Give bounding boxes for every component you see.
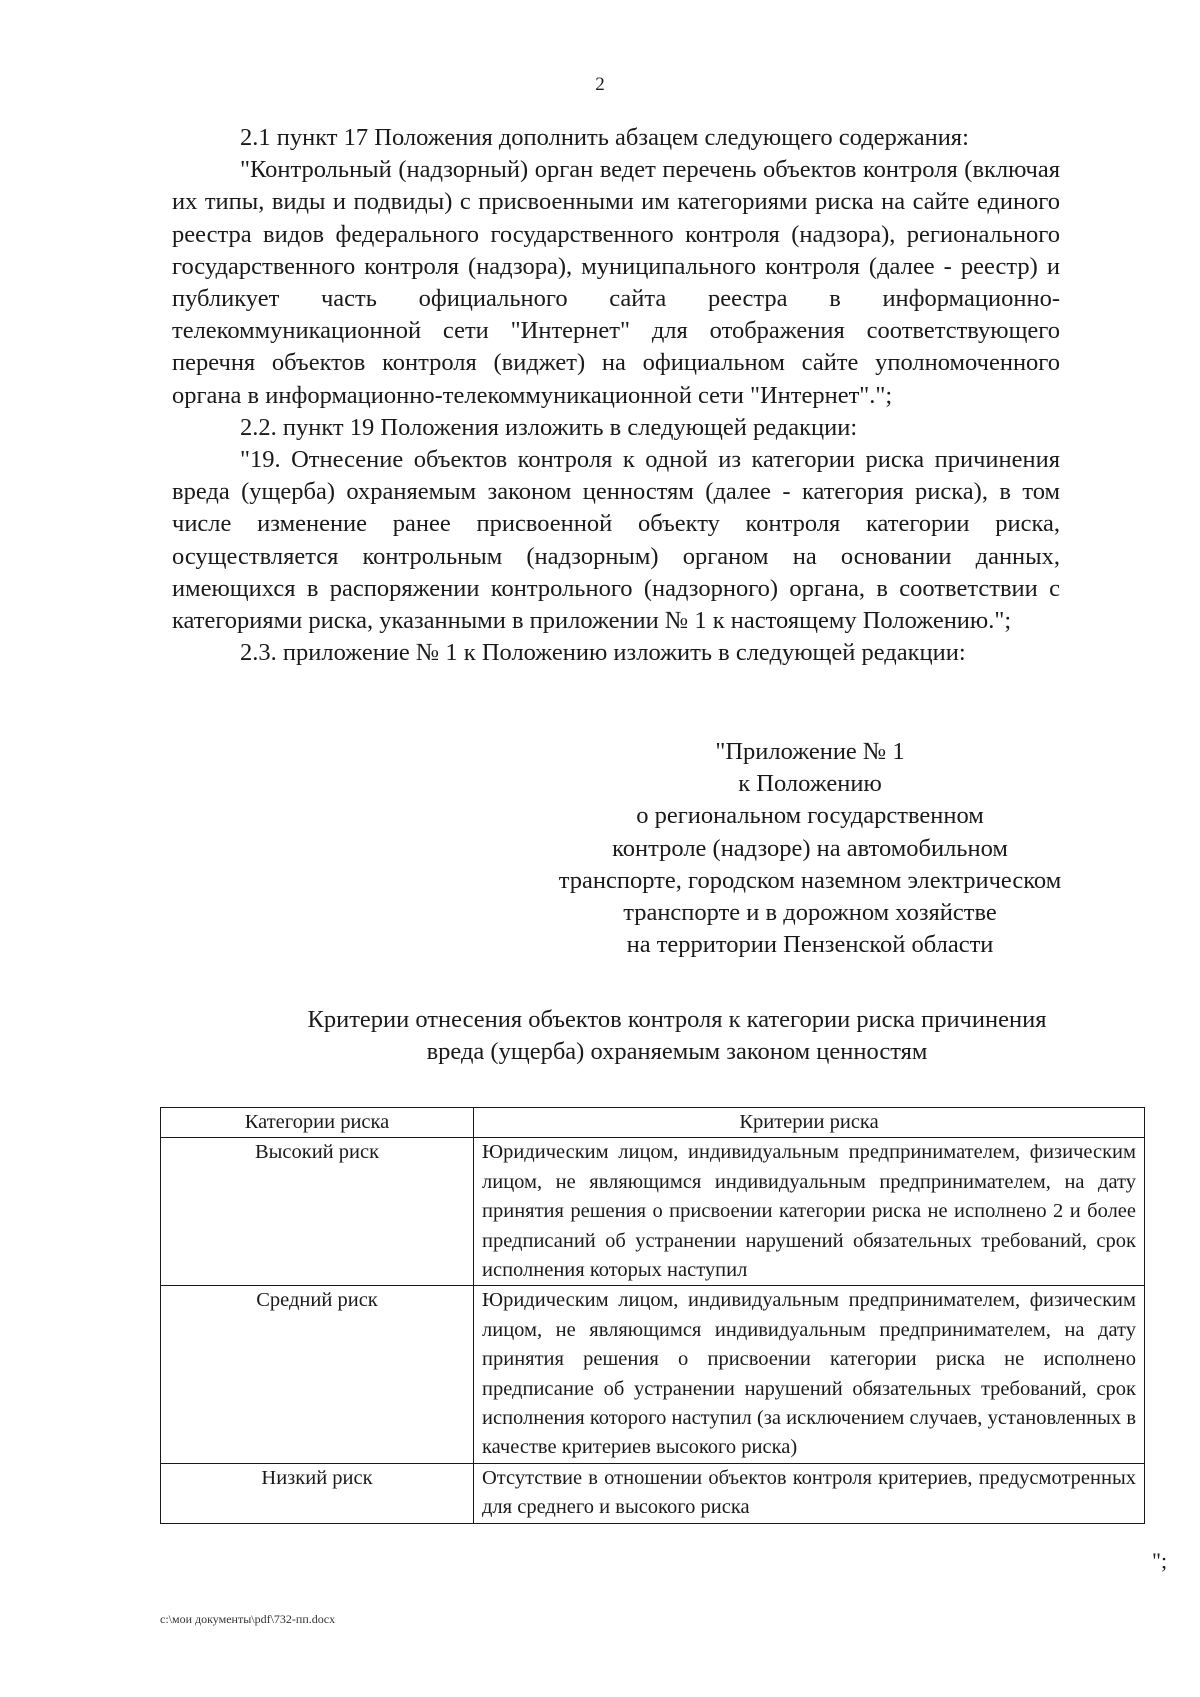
appendix-heading (540, 736, 1080, 961)
paragraph-2-2-quote: "19. Отнесение объектов контроля к одной из категории риска причинения вреда (ущерба) охраняемым законом ценностям (далее - категория риска), в том числе изменение ранее присвоенной объекту контроля категории риска, осуществляется контрольным (надзорным) органом на основании данных, имеющихся в распоряжении контрольного (надзорного) органа, в соответствии с категориями риска, указанными в приложении № 1 к настоящему Положению."; (172, 446, 1060, 635)
risk-category-cell: Низкий риск (161, 1463, 474, 1523)
footer-file-path: c:\мои документы\pdf\732-пп.docx (160, 1612, 336, 1626)
appendix-line: к Положению (738, 770, 882, 798)
risk-criteria-cell: Юридическим лицом, индивидуальным предпринимателем, физическим лицом, не являющимся индивидуальным предпринимателем, на дату принятия решения о присвоении категории риска не исполнено предписание об устранении нарушений обязательных требований, срок исполнения которого наступил (за исключением случаев, установленных в качестве критериев высокого риска) (474, 1286, 1145, 1463)
risk-criteria-cell: Юридическим лицом, индивидуальным предпринимателем, физическим лицом, не являющимся индивидуальным предпринимателем, на дату принятия решения о присвоении категории риска не исполнено 2 и более предписаний об устранении нарушений обязательных требований, срок исполнения которых наступил (474, 1138, 1145, 1286)
table-title-line: вреда (ущерба) охраняемым законом ценностям (426, 1038, 928, 1066)
risk-category-cell: Средний риск (161, 1286, 474, 1463)
paragraph-2-1-quote: "Контрольный (надзорный) орган ведет перечень объектов контроля (включая их типы, виды и подвиды) с присвоенными им категориями риска на сайте единого реестра видов федерального государственного контроля (надзора), регионального государственного контроля (надзора), муниципального контроля (далее - реестр) и публикует часть официального сайта реестра в информационно-телекоммуникационной сети "Интернет" для отображения соответствующего перечня объектов контроля (виджет) на официальном сайте уполномоченного органа в информационно-телекоммуникационной сети "Интернет"."; (172, 156, 1060, 409)
appendix-line: контроле (надзоре) на автомобильном (612, 834, 1008, 862)
column-header-criteria: Критерии риска (474, 1108, 1145, 1138)
appendix-line: "Приложение № 1 (715, 738, 905, 765)
column-header-category: Категории риска (161, 1108, 474, 1138)
appendix-line: транспорте и в дорожном хозяйстве (623, 899, 997, 927)
risk-criteria-table (160, 1107, 1145, 1524)
table-header-row (161, 1108, 1145, 1138)
appendix-line: на территории Пензенской области (626, 931, 994, 959)
table-title (212, 1004, 1142, 1068)
table-title-line: Критерии отнесения объектов контроля к категории риска причинения (307, 1006, 1047, 1033)
appendix-line: о региональном государственном (636, 802, 984, 830)
closing-quote-mark: "; (1152, 1548, 1168, 1573)
paragraph-2-2: 2.2. пункт 19 Положения изложить в следующей редакции: (240, 413, 858, 441)
appendix-line: транспорте, городском наземном электрическом (558, 866, 1062, 894)
body-text (172, 122, 1060, 669)
paragraph-2-1: 2.1 пункт 17 Положения дополнить абзацем следующего содержания: (240, 124, 969, 151)
paragraph-2-3: 2.3. приложение № 1 к Положению изложить в следующей редакции: (240, 639, 966, 667)
risk-criteria-cell: Отсутствие в отношении объектов контроля критериев, предусмотренных для среднего и высокого риска (474, 1463, 1145, 1523)
table-row (161, 1463, 1145, 1523)
page-number: 2 (595, 74, 605, 95)
risk-category-cell: Высокий риск (161, 1138, 474, 1286)
table-row (161, 1286, 1145, 1463)
table-row (161, 1138, 1145, 1286)
